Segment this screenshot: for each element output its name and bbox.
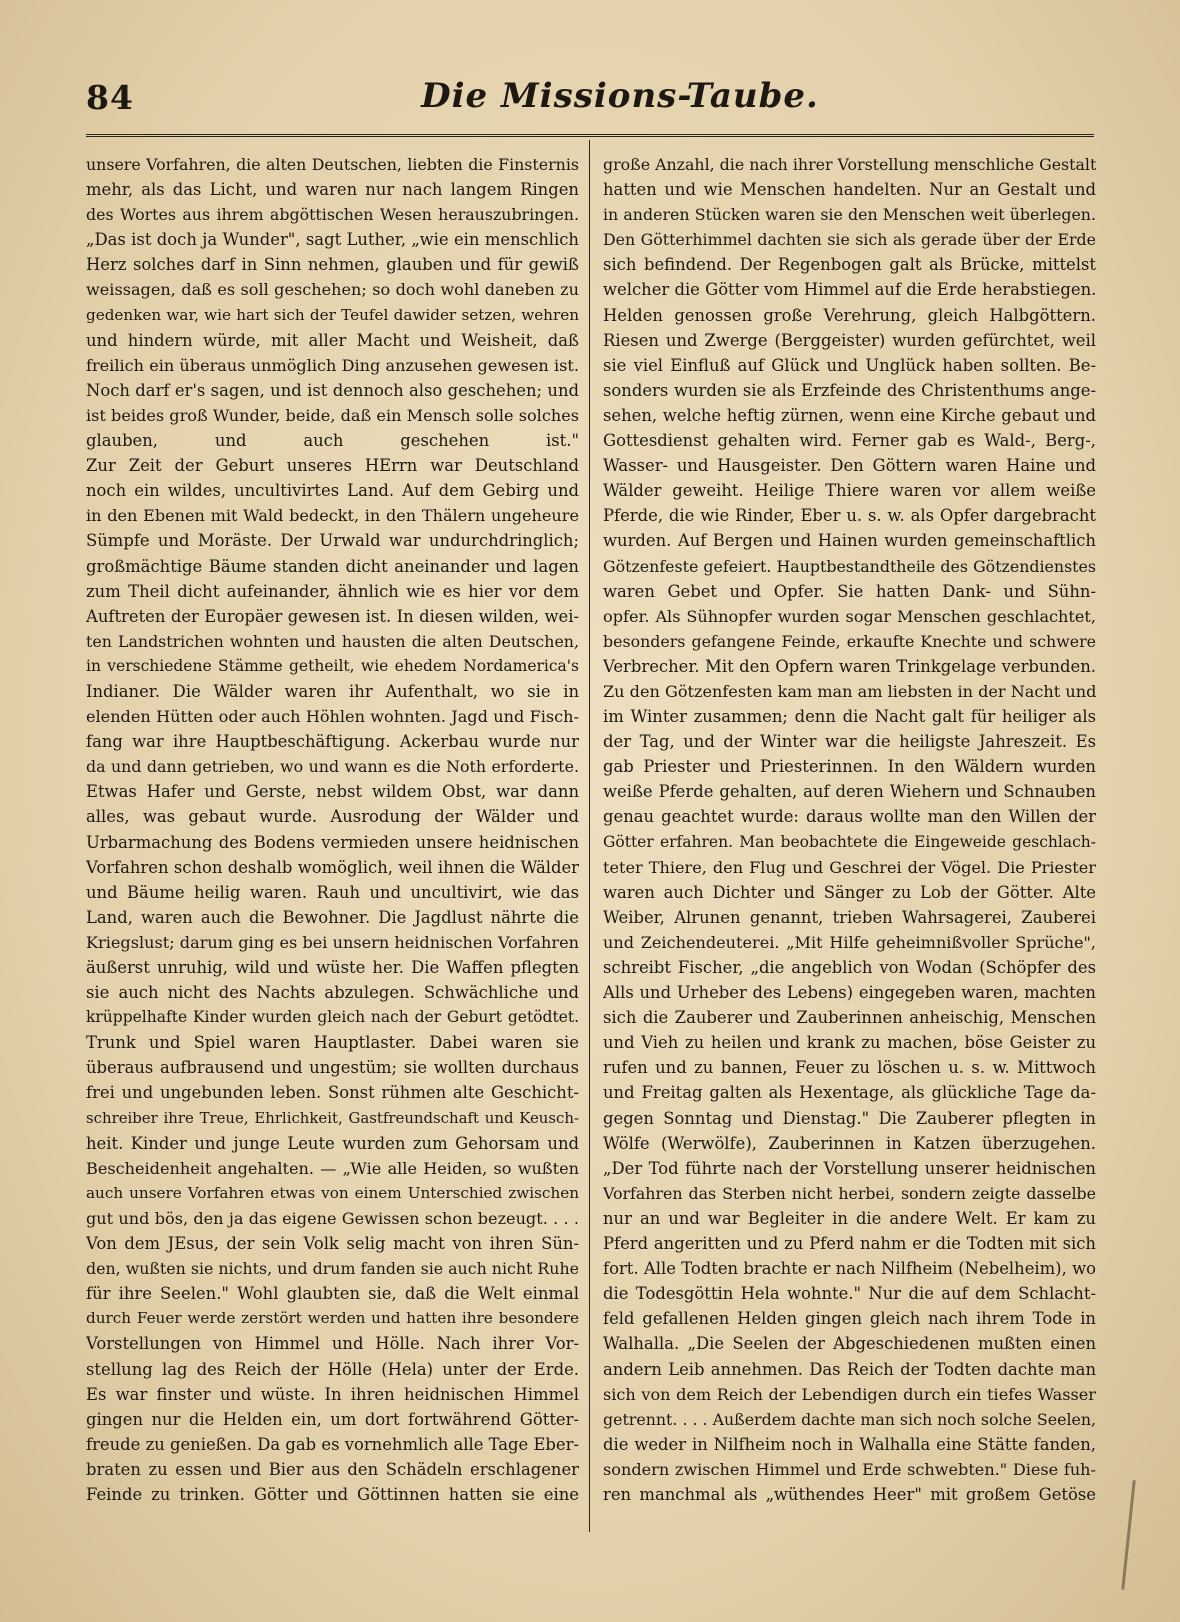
text-line: elenden Hütten oder auch Höhlen wohnten. Jagd und Fisch- [86, 707, 579, 727]
text-line: Noch darf er's sagen, und ist dennoch also geschehen; und [86, 380, 579, 400]
text-line: Verbrecher. Mit den Opfern waren Trinkgelage verbunden. [603, 656, 1096, 676]
text-line: freilich ein überaus unmöglich Ding anzusehen gewesen ist. [86, 355, 579, 375]
text-line: Zur Zeit der Geburt unseres HErrn war Deutschland [86, 456, 579, 476]
text-line: Weiber, Alrunen genannt, trieben Wahrsagerei, Zauberei [603, 907, 1096, 927]
left-column [86, 152, 579, 1507]
text-line: sondern zwischen Himmel und Erde schwebten." Diese fuh- [603, 1459, 1096, 1479]
text-line: heit. Kinder und junge Leute wurden zum Gehorsam und [86, 1133, 579, 1153]
text-line: mehr, als das Licht, und waren nur nach langem Ringen [86, 180, 579, 200]
text-line: noch ein wildes, uncultivirtes Land. Auf dem Gebirg und [86, 481, 579, 501]
text-line: unsere Vorfahren, die alten Deutschen, liebten die Finsternis [86, 155, 579, 174]
text-line: „Der Tod führte nach der Vorstellung unserer heidnischen [603, 1158, 1096, 1178]
text-line: Götter erfahren. Man beobachtete die Eingeweide geschlach- [603, 832, 1096, 851]
text-line: sich die Zauberer und Zauberinnen anheischig, Menschen [603, 1008, 1096, 1028]
text-line: sich von dem Reich der Lebendigen durch ein tiefes Wasser [603, 1384, 1096, 1404]
text-line: schreibt Fischer, „die angeblich von Wodan (Schöpfer des [603, 958, 1096, 977]
text-line: genau geachtet wurde: daraus wollte man den Willen der [603, 807, 1096, 827]
text-line: im Winter zusammen; denn die Nacht galt für heiliger als [603, 707, 1096, 727]
header-rule [86, 134, 1094, 137]
text-line: überaus aufbrausend und ungestüm; sie wollten durchaus [86, 1058, 579, 1078]
column-divider [589, 140, 590, 1532]
text-line: gingen nur die Helden ein, um dort fortwährend Götter- [86, 1409, 579, 1429]
masthead-title: Die Missions-Taube. [421, 76, 819, 116]
text-line: stellung lag des Reich der Hölle (Hela) unter der Erde. [86, 1359, 579, 1379]
text-line: glauben, und auch geschehen ist." [86, 431, 579, 451]
text-line: durch Feuer werde zerstört werden und hatten ihre besondere [86, 1309, 579, 1328]
text-line: welcher die Götter vom Himmel auf die Erde herabstiegen. [603, 280, 1096, 300]
text-line: sehen, welche heftig zürnen, wenn eine Kirche gebaut und [603, 405, 1096, 425]
text-line: Urbarmachung des Bodens vermieden unsere heidnischen [86, 832, 579, 852]
text-line: gedenken war, wie hart sich der Teufel dawider setzen, wehren [86, 305, 579, 324]
text-line: gut und bös, den ja das eigene Gewissen schon bezeugt. . . . [86, 1208, 579, 1228]
right-column [603, 152, 1096, 1507]
text-line: Wölfe (Werwölfe), Zauberinnen in Katzen überzugehen. [603, 1133, 1096, 1153]
text-line: ren manchmal als „wüthendes Heer" mit großem Getöse [603, 1484, 1096, 1504]
text-line: in verschiedene Stämme getheilt, wie ehedem Nordamerica's [86, 656, 579, 675]
text-line: besonders gefangene Feinde, erkaufte Knechte und schwere [603, 631, 1096, 651]
text-line: opfer. Als Sühnopfer wurden sogar Menschen geschlachtet, [603, 606, 1096, 626]
text-line: die Todesgöttin Hela wohnte." Nur die auf dem Schlacht- [603, 1284, 1096, 1304]
text-line: sonders wurden sie als Erzfeinde des Christenthums ange- [603, 380, 1096, 400]
text-line: teter Thiere, den Flug und Geschrei der Vögel. Die Priester [603, 857, 1096, 877]
text-line: Bescheidenheit angehalten. — „Wie alle Heiden, so wußten [86, 1158, 579, 1178]
text-line: fort. Alle Todten brachte er nach Nilfheim (Nebelheim), wo [603, 1259, 1096, 1279]
text-line: hatten und wie Menschen handelten. Nur an Gestalt und [603, 180, 1096, 200]
text-line: fang war ihre Hauptbeschäftigung. Ackerbau wurde nur [86, 732, 579, 752]
text-line: Zu den Götzenfesten kam man am liebsten in der Nacht und [603, 681, 1096, 701]
text-line: wurden. Auf Bergen und Hainen wurden gemeinschaftlich [603, 531, 1096, 551]
text-line: ten Landstrichen wohnten und hausten die alten Deutschen, [86, 631, 579, 651]
text-line: zum Theil dicht aufeinander, ähnlich wie es hier vor dem [86, 581, 579, 601]
text-line: sie viel Einfluß auf Glück und Unglück haben sollten. Be- [603, 355, 1096, 375]
text-line: frei und ungebunden leben. Sonst rühmen alte Geschicht- [86, 1083, 579, 1103]
text-line: großmächtige Bäume standen dicht aneinander und lagen [86, 556, 579, 576]
text-line: ist beides groß Wunder, beide, daß ein Mensch solle solches [86, 405, 579, 425]
text-line: die weder in Nilfheim noch in Walhalla eine Stätte fanden, [603, 1434, 1096, 1454]
text-line: freude zu genießen. Da gab es vornehmlich alle Tage Eber- [86, 1434, 579, 1454]
text-line: in den Ebenen mit Wald bedeckt, in den Thälern ungeheure [86, 506, 579, 526]
text-line: alles, was gebaut wurde. Ausrodung der Wälder und [86, 807, 579, 827]
text-line: nur an und war Begleiter in die andere Welt. Er kam zu [603, 1208, 1096, 1228]
text-line: Pferd angeritten und zu Pferd nahm er die Todten mit sich [603, 1234, 1096, 1254]
text-line: für ihre Seelen." Wohl glaubten sie, daß die Welt einmal [86, 1284, 579, 1304]
text-line: braten zu essen und Bier aus den Schädeln erschlagener [86, 1459, 579, 1479]
text-line: Alls und Urheber des Lebens) eingegeben waren, machten [603, 983, 1096, 1003]
text-line: Vorfahren schon deshalb womöglich, weil ihnen die Wälder [86, 857, 579, 877]
text-line: Trunk und Spiel waren Hauptlaster. Dabei waren sie [86, 1033, 579, 1053]
text-line: und Zeichendeuterei. „Mit Hilfe geheimnißvoller Sprüche", [603, 932, 1096, 952]
text-line: da und dann getrieben, wo und wann es die Noth erforderte. [86, 757, 579, 777]
page-number: 84 [86, 78, 134, 117]
text-line: den, wußten sie nichts, und drum fanden sie auch nicht Ruhe [86, 1259, 579, 1279]
text-line: und hindern würde, mit aller Macht und Weisheit, daß [86, 330, 579, 350]
text-line: gegen Sonntag und Dienstag." Die Zauberer pflegten in [603, 1108, 1096, 1128]
text-line: Wälder geweiht. Heilige Thiere waren vor allem weiße [603, 481, 1096, 501]
text-line: schreiber ihre Treue, Ehrlichkeit, Gastfreundschaft und Keusch- [86, 1108, 579, 1127]
text-line: rufen und zu bannen, Feuer zu löschen u. s. w. Mittwoch [603, 1058, 1096, 1078]
text-line: sich befindend. Der Regenbogen galt als Brücke, mittelst [603, 255, 1096, 275]
text-line: große Anzahl, die nach ihrer Vorstellung menschliche Gestalt [603, 155, 1096, 174]
text-line: Vorfahren das Sterben nicht herbei, sondern zeigte dasselbe [603, 1183, 1096, 1203]
text-line: und Vieh zu heilen und krank zu machen, böse Geister zu [603, 1033, 1096, 1053]
text-line: Riesen und Zwerge (Berggeister) wurden gefürchtet, weil [603, 330, 1096, 350]
text-line: Von dem JEsus, der sein Volk selig macht von ihren Sün- [86, 1234, 579, 1254]
text-line: Kriegslust; darum ging es bei unsern heidnischen Vorfahren [86, 932, 579, 952]
text-line: Indianer. Die Wälder waren ihr Aufenthalt, wo sie in [86, 681, 579, 701]
text-line: in anderen Stücken waren sie den Menschen weit überlegen. [603, 205, 1096, 225]
text-line: sie auch nicht des Nachts abzulegen. Schwächliche und [86, 983, 579, 1003]
margin-mark [1121, 1480, 1135, 1590]
text-line: waren Gebet und Opfer. Sie hatten Dank- und Sühn- [603, 581, 1096, 601]
text-line: Pferde, die wie Rinder, Eber u. s. w. als Opfer dargebracht [603, 506, 1096, 526]
text-line: Herz solches darf in Sinn nehmen, glauben und für gewiß [86, 255, 579, 275]
text-line: weiße Pferde gehalten, auf deren Wiehern und Schnauben [603, 782, 1096, 802]
text-line: und Bäume heilig waren. Rauh und uncultivirt, wie das [86, 882, 579, 902]
text-line: „Das ist doch ja Wunder", sagt Luther, „wie ein menschlich [86, 230, 579, 250]
text-line: Helden genossen große Verehrung, gleich Halbgöttern. [603, 305, 1096, 325]
text-line: Wasser- und Hausgeister. Den Göttern waren Haine und [603, 456, 1096, 476]
text-line: Vorstellungen von Himmel und Hölle. Nach ihrer Vor- [86, 1334, 579, 1354]
text-line: andern Leib annehmen. Das Reich der Todten dachte man [603, 1359, 1096, 1379]
text-line: waren auch Dichter und Sänger zu Lob der Götter. Alte [603, 882, 1096, 902]
text-line: des Wortes aus ihrem abgöttischen Wesen herauszubringen. [86, 205, 579, 225]
text-line: äußerst unruhig, wild und wüste her. Die Waffen pflegten [86, 958, 579, 977]
text-line: Walhalla. „Die Seelen der Abgeschiedenen mußten einen [603, 1334, 1096, 1354]
text-line: Land, waren auch die Bewohner. Die Jagdlust nährte die [86, 907, 579, 927]
text-line: der Tag, und der Winter war die heiligste Jahreszeit. Es [603, 732, 1096, 752]
text-line: Etwas Hafer und Gerste, nebst wildem Obst, war dann [86, 782, 579, 802]
text-line: krüppelhafte Kinder wurden gleich nach der Geburt getödtet. [86, 1008, 579, 1027]
text-line: auch unsere Vorfahren etwas von einem Unterschied zwischen [86, 1183, 579, 1202]
text-line: gab Priester und Priesterinnen. In den Wäldern wurden [603, 757, 1096, 777]
text-line: Den Götterhimmel dachten sie sich als gerade über der Erde [603, 230, 1096, 250]
text-line: Auftreten der Europäer gewesen ist. In diesen wilden, wei- [86, 606, 579, 626]
text-line: Gottesdienst gehalten wird. Ferner gab es Wald-, Berg-, [603, 431, 1096, 451]
text-line: feld gefallenen Helden gingen gleich nach ihrem Tode in [603, 1309, 1096, 1329]
text-line: Götzenfeste gefeiert. Hauptbestandtheile des Götzendienstes [603, 556, 1096, 576]
text-line: und Freitag galten als Hexentage, als glückliche Tage da- [603, 1083, 1096, 1103]
text-line: weissagen, daß es soll geschehen; so doch wohl daneben zu [86, 280, 579, 300]
text-line: Feinde zu trinken. Götter und Göttinnen hatten sie eine [86, 1484, 579, 1504]
text-line: Es war finster und wüste. In ihren heidnischen Himmel [86, 1384, 579, 1404]
text-line: Sümpfe und Moräste. Der Urwald war undurchdringlich; [86, 531, 579, 551]
text-line: getrennt. . . . Außerdem dachte man sich noch solche Seelen, [603, 1409, 1096, 1429]
